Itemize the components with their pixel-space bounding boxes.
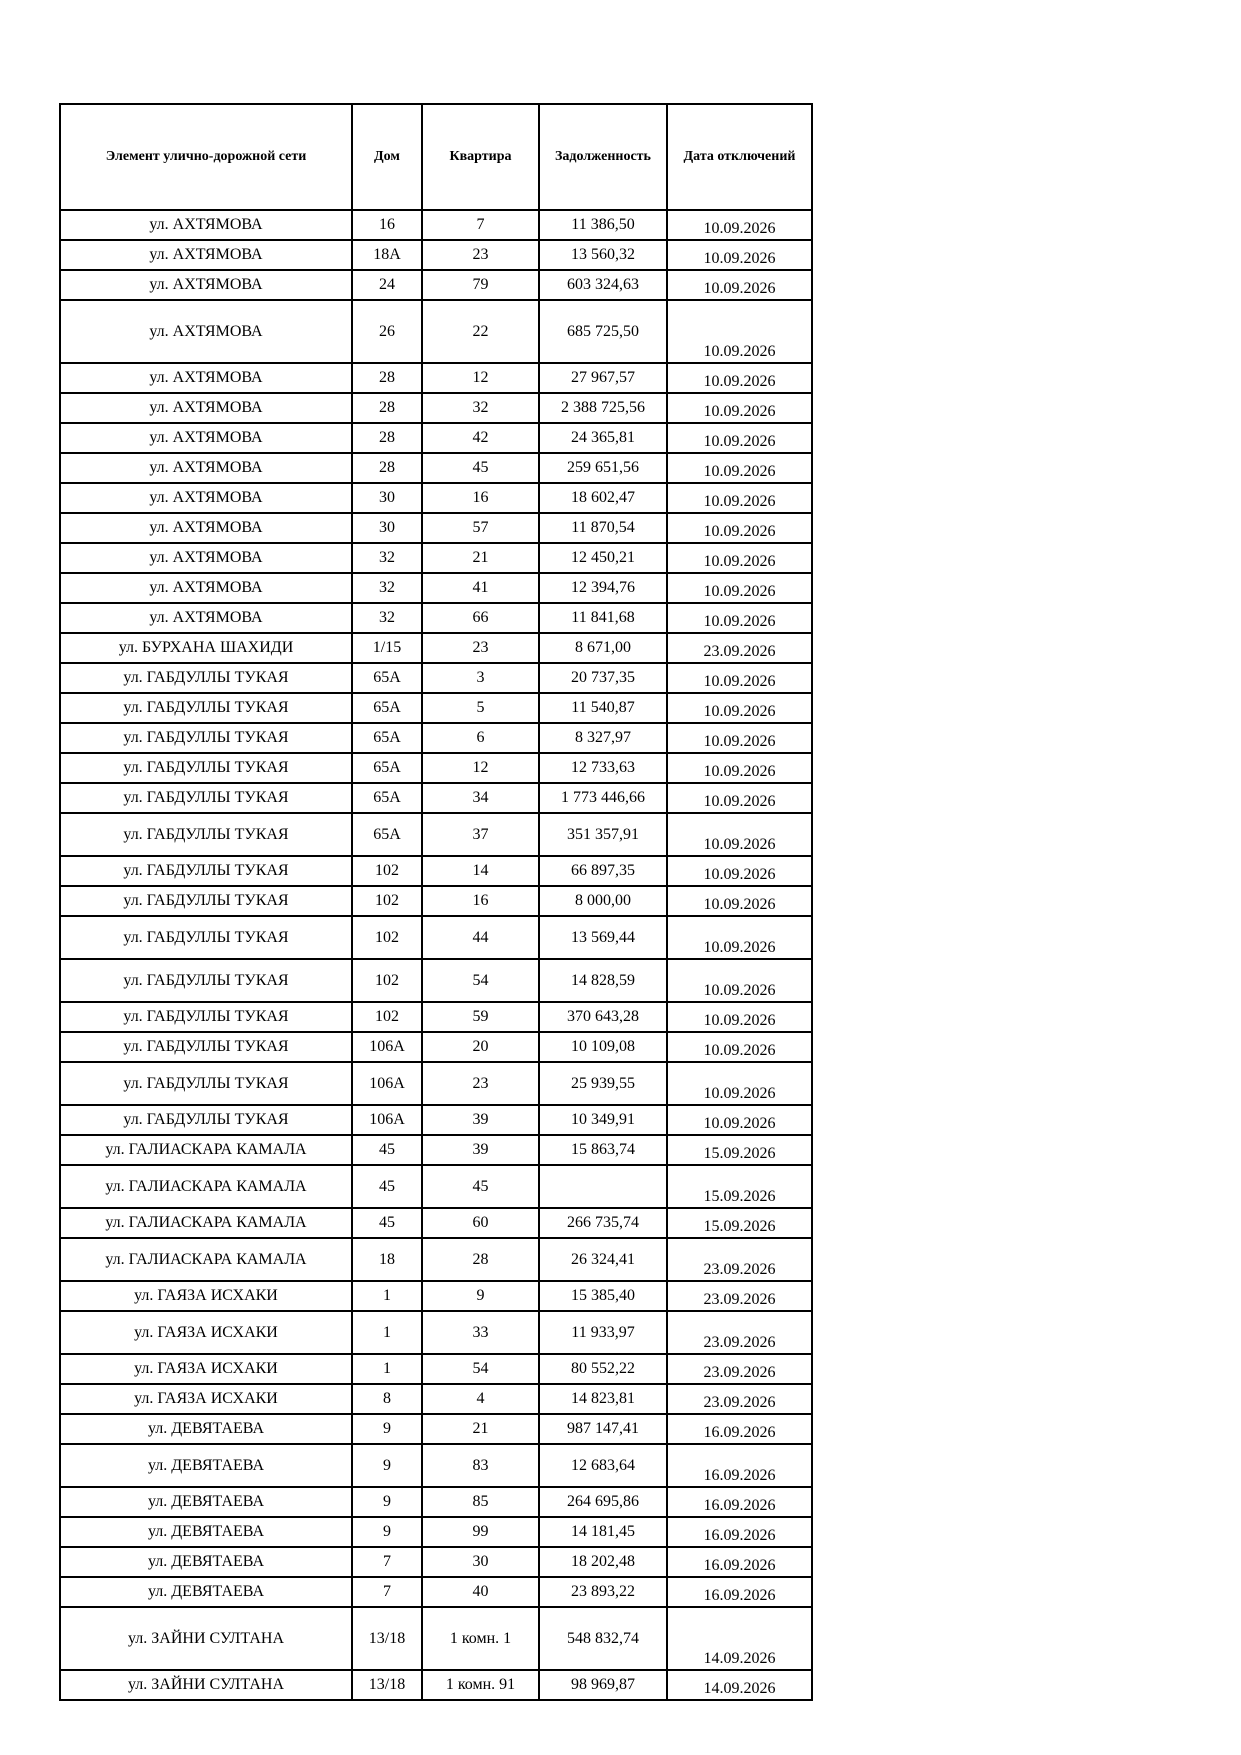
cell-apartment: 23 — [422, 633, 539, 663]
header-disconnect-date: Дата отключений — [667, 104, 812, 210]
table-row — [60, 959, 812, 1002]
cell-debt: 15 385,40 — [539, 1281, 667, 1311]
cell-street: ул. АХТЯМОВА — [60, 603, 352, 633]
cell-debt: 1 773 446,66 — [539, 783, 667, 813]
table-row — [60, 210, 812, 240]
cell-debt: 259 651,56 — [539, 453, 667, 483]
cell-street: ул. ГАБДУЛЛЫ ТУКАЯ — [60, 959, 352, 1002]
cell-street: ул. ГАБДУЛЛЫ ТУКАЯ — [60, 753, 352, 783]
cell-apartment: 4 — [422, 1384, 539, 1414]
table-row — [60, 270, 812, 300]
cell-debt: 11 870,54 — [539, 513, 667, 543]
cell-apartment: 54 — [422, 1354, 539, 1384]
cell-street: ул. ДЕВЯТАЕВА — [60, 1487, 352, 1517]
cell-street: ул. ГАБДУЛЛЫ ТУКАЯ — [60, 856, 352, 886]
cell-street: ул. АХТЯМОВА — [60, 543, 352, 573]
header-house: Дом — [352, 104, 422, 210]
cell-street: ул. ГАБДУЛЛЫ ТУКАЯ — [60, 813, 352, 856]
cell-date: 10.09.2026 — [667, 886, 812, 916]
cell-date: 10.09.2026 — [667, 693, 812, 723]
table-row — [60, 1238, 812, 1281]
cell-debt: 11 841,68 — [539, 603, 667, 633]
cell-apartment: 23 — [422, 1062, 539, 1105]
cell-apartment: 39 — [422, 1105, 539, 1135]
cell-debt: 14 828,59 — [539, 959, 667, 1002]
cell-apartment: 85 — [422, 1487, 539, 1517]
cell-street: ул. ЗАЙНИ СУЛТАНА — [60, 1670, 352, 1700]
cell-debt: 264 695,86 — [539, 1487, 667, 1517]
cell-date: 10.09.2026 — [667, 363, 812, 393]
cell-house: 26 — [352, 300, 422, 363]
cell-date: 10.09.2026 — [667, 300, 812, 363]
cell-house: 45 — [352, 1208, 422, 1238]
table-row — [60, 513, 812, 543]
cell-house: 1 — [352, 1281, 422, 1311]
cell-debt: 8 327,97 — [539, 723, 667, 753]
cell-house: 1 — [352, 1311, 422, 1354]
cell-apartment: 79 — [422, 270, 539, 300]
cell-apartment: 5 — [422, 693, 539, 723]
cell-apartment: 32 — [422, 393, 539, 423]
cell-street: ул. ГАБДУЛЛЫ ТУКАЯ — [60, 1032, 352, 1062]
cell-debt: 8 000,00 — [539, 886, 667, 916]
cell-apartment: 45 — [422, 453, 539, 483]
table-row — [60, 753, 812, 783]
debt-table — [59, 103, 813, 1701]
table-header-row — [60, 104, 812, 210]
cell-house: 32 — [352, 603, 422, 633]
table-row — [60, 723, 812, 753]
cell-date: 16.09.2026 — [667, 1444, 812, 1487]
cell-street: ул. ДЕВЯТАЕВА — [60, 1517, 352, 1547]
cell-house: 28 — [352, 393, 422, 423]
cell-date: 10.09.2026 — [667, 210, 812, 240]
table-row — [60, 693, 812, 723]
cell-house: 9 — [352, 1517, 422, 1547]
cell-house: 32 — [352, 573, 422, 603]
cell-debt: 18 602,47 — [539, 483, 667, 513]
table-row — [60, 363, 812, 393]
cell-house: 106А — [352, 1032, 422, 1062]
cell-house: 102 — [352, 856, 422, 886]
cell-apartment: 44 — [422, 916, 539, 959]
cell-debt: 13 560,32 — [539, 240, 667, 270]
cell-date: 16.09.2026 — [667, 1487, 812, 1517]
cell-debt: 987 147,41 — [539, 1414, 667, 1444]
cell-debt: 685 725,50 — [539, 300, 667, 363]
cell-debt — [539, 1165, 667, 1208]
cell-street: ул. ГАБДУЛЛЫ ТУКАЯ — [60, 783, 352, 813]
cell-debt: 12 733,63 — [539, 753, 667, 783]
cell-apartment: 60 — [422, 1208, 539, 1238]
cell-street: ул. ГАБДУЛЛЫ ТУКАЯ — [60, 723, 352, 753]
cell-house: 30 — [352, 483, 422, 513]
cell-house: 1 — [352, 1354, 422, 1384]
cell-street: ул. АХТЯМОВА — [60, 210, 352, 240]
cell-street: ул. ГАЛИАСКАРА КАМАЛА — [60, 1165, 352, 1208]
table-row — [60, 1105, 812, 1135]
cell-date: 10.09.2026 — [667, 1002, 812, 1032]
cell-debt: 351 357,91 — [539, 813, 667, 856]
cell-house: 8 — [352, 1384, 422, 1414]
cell-apartment: 12 — [422, 363, 539, 393]
cell-date: 10.09.2026 — [667, 1032, 812, 1062]
table-row — [60, 300, 812, 363]
cell-street: ул. ДЕВЯТАЕВА — [60, 1414, 352, 1444]
cell-debt: 12 683,64 — [539, 1444, 667, 1487]
cell-street: ул. ГАЯЗА ИСХАКИ — [60, 1354, 352, 1384]
table-row — [60, 1547, 812, 1577]
table-row — [60, 1062, 812, 1105]
cell-date: 10.09.2026 — [667, 270, 812, 300]
cell-house: 65А — [352, 723, 422, 753]
cell-apartment: 59 — [422, 1002, 539, 1032]
cell-house: 28 — [352, 453, 422, 483]
cell-date: 10.09.2026 — [667, 1105, 812, 1135]
header-apartment: Квартира — [422, 104, 539, 210]
cell-street: ул. ГАЛИАСКАРА КАМАЛА — [60, 1135, 352, 1165]
cell-apartment: 1 комн. 1 — [422, 1607, 539, 1670]
cell-apartment: 39 — [422, 1135, 539, 1165]
cell-apartment: 1 комн. 91 — [422, 1670, 539, 1700]
table-row — [60, 886, 812, 916]
cell-date: 23.09.2026 — [667, 1384, 812, 1414]
cell-street: ул. ГАБДУЛЛЫ ТУКАЯ — [60, 886, 352, 916]
cell-date: 10.09.2026 — [667, 723, 812, 753]
table-row — [60, 603, 812, 633]
cell-apartment: 99 — [422, 1517, 539, 1547]
table-row — [60, 423, 812, 453]
cell-apartment: 3 — [422, 663, 539, 693]
cell-debt: 15 863,74 — [539, 1135, 667, 1165]
cell-date: 10.09.2026 — [667, 423, 812, 453]
cell-debt: 12 394,76 — [539, 573, 667, 603]
table-row — [60, 1577, 812, 1607]
cell-house: 13/18 — [352, 1607, 422, 1670]
cell-date: 15.09.2026 — [667, 1165, 812, 1208]
cell-street: ул. ГАЯЗА ИСХАКИ — [60, 1311, 352, 1354]
cell-date: 23.09.2026 — [667, 1354, 812, 1384]
cell-debt: 14 823,81 — [539, 1384, 667, 1414]
cell-house: 7 — [352, 1547, 422, 1577]
table-row — [60, 1354, 812, 1384]
table-row — [60, 663, 812, 693]
cell-date: 16.09.2026 — [667, 1517, 812, 1547]
cell-house: 1/15 — [352, 633, 422, 663]
cell-street: ул. АХТЯМОВА — [60, 300, 352, 363]
table-row — [60, 1002, 812, 1032]
cell-debt: 12 450,21 — [539, 543, 667, 573]
table-row — [60, 1032, 812, 1062]
table-row — [60, 1607, 812, 1670]
cell-debt: 266 735,74 — [539, 1208, 667, 1238]
cell-house: 65А — [352, 753, 422, 783]
header-street: Элемент улично-дорожной сети — [60, 104, 352, 210]
cell-street: ул. АХТЯМОВА — [60, 453, 352, 483]
cell-date: 10.09.2026 — [667, 483, 812, 513]
cell-date: 10.09.2026 — [667, 573, 812, 603]
table-row — [60, 1517, 812, 1547]
cell-street: ул. ГАБДУЛЛЫ ТУКАЯ — [60, 916, 352, 959]
table-row — [60, 1281, 812, 1311]
cell-street: ул. ДЕВЯТАЕВА — [60, 1547, 352, 1577]
cell-date: 14.09.2026 — [667, 1607, 812, 1670]
cell-date: 10.09.2026 — [667, 543, 812, 573]
cell-debt: 11 386,50 — [539, 210, 667, 240]
cell-apartment: 28 — [422, 1238, 539, 1281]
cell-apartment: 37 — [422, 813, 539, 856]
cell-debt: 603 324,63 — [539, 270, 667, 300]
cell-date: 10.09.2026 — [667, 753, 812, 783]
table-row — [60, 483, 812, 513]
cell-street: ул. АХТЯМОВА — [60, 513, 352, 543]
cell-house: 7 — [352, 1577, 422, 1607]
cell-house: 9 — [352, 1487, 422, 1517]
cell-date: 15.09.2026 — [667, 1135, 812, 1165]
cell-date: 23.09.2026 — [667, 633, 812, 663]
cell-apartment: 20 — [422, 1032, 539, 1062]
cell-apartment: 40 — [422, 1577, 539, 1607]
cell-street: ул. АХТЯМОВА — [60, 573, 352, 603]
cell-apartment: 21 — [422, 543, 539, 573]
cell-house: 24 — [352, 270, 422, 300]
cell-street: ул. АХТЯМОВА — [60, 363, 352, 393]
cell-apartment: 7 — [422, 210, 539, 240]
cell-apartment: 57 — [422, 513, 539, 543]
cell-debt: 11 540,87 — [539, 693, 667, 723]
cell-date: 23.09.2026 — [667, 1238, 812, 1281]
table-row — [60, 1444, 812, 1487]
cell-debt: 2 388 725,56 — [539, 393, 667, 423]
table-row — [60, 1208, 812, 1238]
table-row — [60, 916, 812, 959]
cell-house: 30 — [352, 513, 422, 543]
cell-house: 13/18 — [352, 1670, 422, 1700]
cell-street: ул. ГАЯЗА ИСХАКИ — [60, 1281, 352, 1311]
cell-apartment: 21 — [422, 1414, 539, 1444]
cell-apartment: 14 — [422, 856, 539, 886]
cell-debt: 14 181,45 — [539, 1517, 667, 1547]
cell-apartment: 16 — [422, 483, 539, 513]
table-row — [60, 633, 812, 663]
cell-date: 15.09.2026 — [667, 1208, 812, 1238]
cell-apartment: 34 — [422, 783, 539, 813]
table-row — [60, 813, 812, 856]
table-row — [60, 1165, 812, 1208]
cell-house: 28 — [352, 423, 422, 453]
table-row — [60, 856, 812, 886]
cell-house: 65А — [352, 663, 422, 693]
cell-date: 10.09.2026 — [667, 393, 812, 423]
cell-date: 16.09.2026 — [667, 1414, 812, 1444]
cell-debt: 13 569,44 — [539, 916, 667, 959]
cell-date: 10.09.2026 — [667, 663, 812, 693]
cell-house: 65А — [352, 813, 422, 856]
cell-street: ул. АХТЯМОВА — [60, 483, 352, 513]
cell-apartment: 16 — [422, 886, 539, 916]
table-row — [60, 393, 812, 423]
cell-debt: 23 893,22 — [539, 1577, 667, 1607]
cell-street: ул. ГАЛИАСКАРА КАМАЛА — [60, 1208, 352, 1238]
table-row — [60, 1487, 812, 1517]
cell-debt: 8 671,00 — [539, 633, 667, 663]
cell-date: 10.09.2026 — [667, 453, 812, 483]
cell-date: 16.09.2026 — [667, 1547, 812, 1577]
table-row — [60, 1384, 812, 1414]
cell-debt: 26 324,41 — [539, 1238, 667, 1281]
cell-apartment: 54 — [422, 959, 539, 1002]
cell-debt: 370 643,28 — [539, 1002, 667, 1032]
cell-date: 10.09.2026 — [667, 1062, 812, 1105]
cell-date: 10.09.2026 — [667, 856, 812, 886]
cell-debt: 10 109,08 — [539, 1032, 667, 1062]
cell-apartment: 41 — [422, 573, 539, 603]
cell-street: ул. ГАБДУЛЛЫ ТУКАЯ — [60, 1062, 352, 1105]
cell-debt: 27 967,57 — [539, 363, 667, 393]
cell-house: 65А — [352, 693, 422, 723]
cell-house: 18А — [352, 240, 422, 270]
cell-date: 10.09.2026 — [667, 240, 812, 270]
cell-apartment: 9 — [422, 1281, 539, 1311]
cell-date: 10.09.2026 — [667, 513, 812, 543]
cell-apartment: 6 — [422, 723, 539, 753]
cell-street: ул. БУРХАНА ШАХИДИ — [60, 633, 352, 663]
header-debt: Задолженность — [539, 104, 667, 210]
table-row — [60, 573, 812, 603]
cell-apartment: 66 — [422, 603, 539, 633]
cell-street: ул. ДЕВЯТАЕВА — [60, 1577, 352, 1607]
cell-apartment: 23 — [422, 240, 539, 270]
cell-apartment: 22 — [422, 300, 539, 363]
cell-date: 10.09.2026 — [667, 813, 812, 856]
cell-debt: 25 939,55 — [539, 1062, 667, 1105]
cell-apartment: 33 — [422, 1311, 539, 1354]
cell-debt: 66 897,35 — [539, 856, 667, 886]
cell-apartment: 42 — [422, 423, 539, 453]
table-row — [60, 1311, 812, 1354]
cell-house: 102 — [352, 886, 422, 916]
cell-date: 10.09.2026 — [667, 916, 812, 959]
table-row — [60, 543, 812, 573]
cell-house: 65А — [352, 783, 422, 813]
cell-street: ул. АХТЯМОВА — [60, 393, 352, 423]
cell-date: 10.09.2026 — [667, 783, 812, 813]
cell-debt: 18 202,48 — [539, 1547, 667, 1577]
cell-street: ул. ГАЛИАСКАРА КАМАЛА — [60, 1238, 352, 1281]
cell-street: ул. ГАЯЗА ИСХАКИ — [60, 1384, 352, 1414]
cell-date: 14.09.2026 — [667, 1670, 812, 1700]
cell-debt: 548 832,74 — [539, 1607, 667, 1670]
cell-house: 18 — [352, 1238, 422, 1281]
cell-house: 9 — [352, 1444, 422, 1487]
cell-street: ул. АХТЯМОВА — [60, 423, 352, 453]
cell-house: 32 — [352, 543, 422, 573]
cell-house: 45 — [352, 1135, 422, 1165]
cell-house: 106А — [352, 1105, 422, 1135]
table-row — [60, 453, 812, 483]
cell-street: ул. ГАБДУЛЛЫ ТУКАЯ — [60, 693, 352, 723]
cell-street: ул. ГАБДУЛЛЫ ТУКАЯ — [60, 663, 352, 693]
cell-house: 16 — [352, 210, 422, 240]
table-row — [60, 1135, 812, 1165]
cell-debt: 11 933,97 — [539, 1311, 667, 1354]
cell-debt: 24 365,81 — [539, 423, 667, 453]
table-row — [60, 240, 812, 270]
cell-house: 102 — [352, 1002, 422, 1032]
cell-street: ул. АХТЯМОВА — [60, 270, 352, 300]
table-row — [60, 1414, 812, 1444]
cell-street: ул. ЗАЙНИ СУЛТАНА — [60, 1607, 352, 1670]
cell-house: 28 — [352, 363, 422, 393]
cell-house: 102 — [352, 916, 422, 959]
cell-date: 10.09.2026 — [667, 959, 812, 1002]
cell-street: ул. ГАБДУЛЛЫ ТУКАЯ — [60, 1105, 352, 1135]
cell-debt: 20 737,35 — [539, 663, 667, 693]
cell-date: 16.09.2026 — [667, 1577, 812, 1607]
cell-street: ул. АХТЯМОВА — [60, 240, 352, 270]
cell-street: ул. ДЕВЯТАЕВА — [60, 1444, 352, 1487]
table-row — [60, 1670, 812, 1700]
cell-apartment: 45 — [422, 1165, 539, 1208]
table-body — [60, 210, 812, 1700]
cell-debt: 80 552,22 — [539, 1354, 667, 1384]
cell-date: 23.09.2026 — [667, 1311, 812, 1354]
cell-date: 23.09.2026 — [667, 1281, 812, 1311]
cell-apartment: 30 — [422, 1547, 539, 1577]
table-row — [60, 783, 812, 813]
cell-house: 45 — [352, 1165, 422, 1208]
cell-apartment: 12 — [422, 753, 539, 783]
cell-debt: 10 349,91 — [539, 1105, 667, 1135]
cell-debt: 98 969,87 — [539, 1670, 667, 1700]
cell-street: ул. ГАБДУЛЛЫ ТУКАЯ — [60, 1002, 352, 1032]
cell-house: 102 — [352, 959, 422, 1002]
cell-apartment: 83 — [422, 1444, 539, 1487]
cell-house: 9 — [352, 1414, 422, 1444]
cell-house: 106А — [352, 1062, 422, 1105]
cell-date: 10.09.2026 — [667, 603, 812, 633]
